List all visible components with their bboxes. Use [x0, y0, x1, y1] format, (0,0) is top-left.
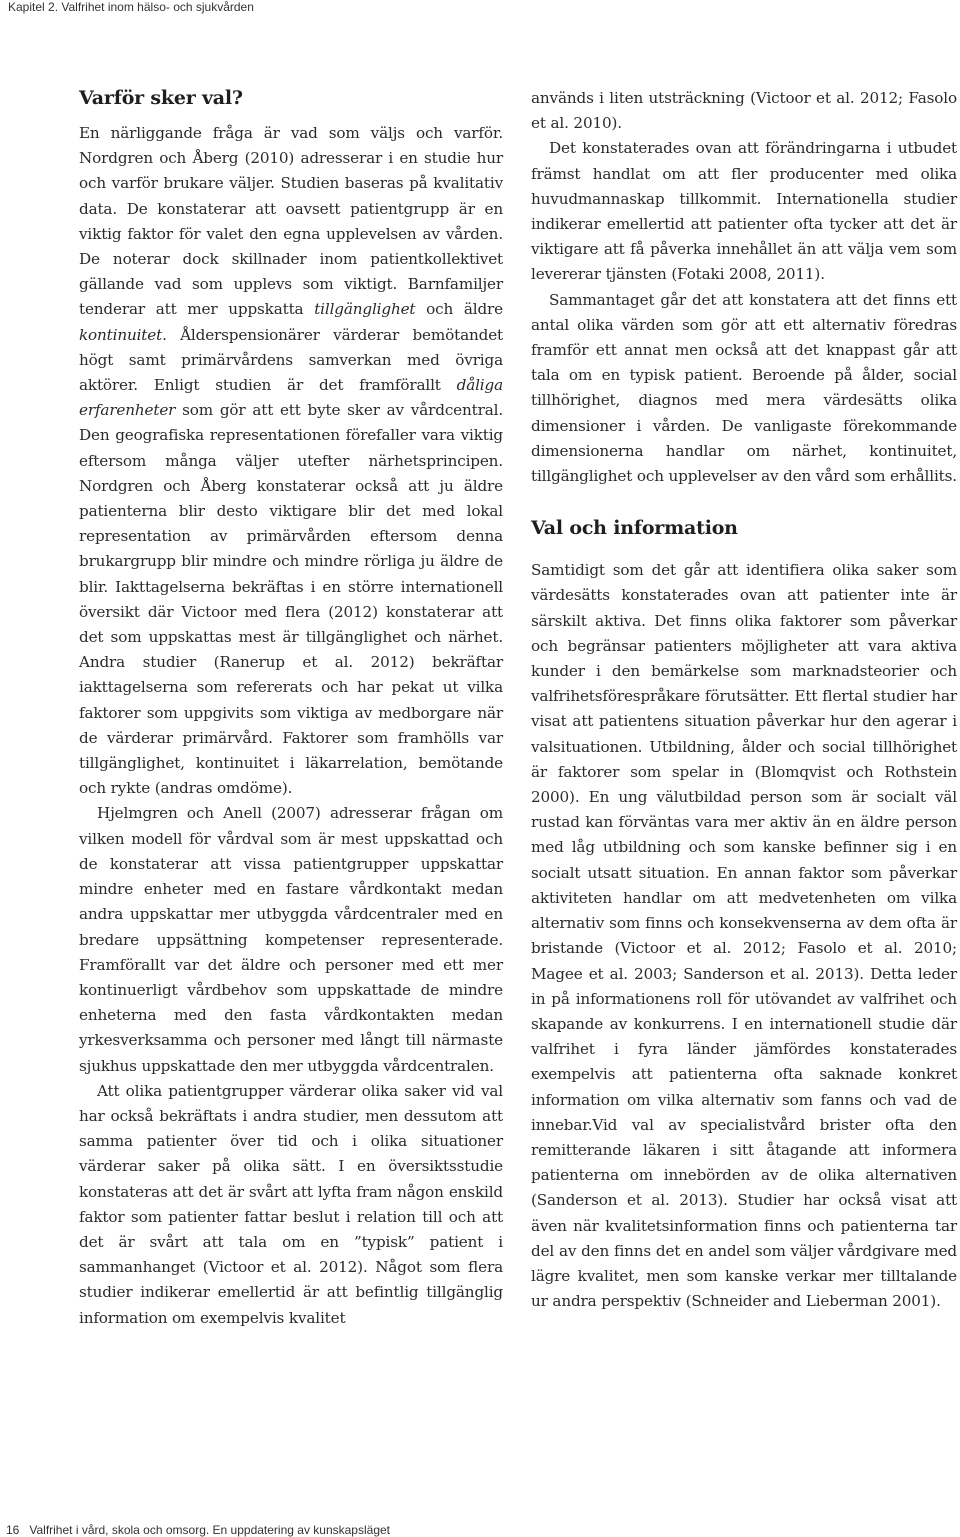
right-column [531, 86, 957, 1314]
left-column [79, 86, 503, 1331]
section-heading-varfor-sker-val: Varför sker val? [79, 87, 243, 109]
paragraph: används i liten utsträckning (Victoor et al. 2012; Fasolo et al. 2010). [531, 89, 957, 133]
section-heading-val-och-information: Val och information [531, 517, 738, 540]
paragraph: Att olika patientgrupper värderar olika saker vid val har också bekräftats i andra studier, men dessutom att samma patienter över tid och i olika situationer värderar saker på olika sätt. I en översiktsstudie konstateras att det är svårt att lyfta fram någon enskild faktor som patienter fattar beslut i relation till och att det är svårt att tala om en ”typisk” patient i sammanhanget (Victoor et al. 2012). Något som flera studier indikerar emellertid är att befintlig tillgänglig information om exempelvis kvalitet [79, 1081, 503, 1327]
emphasis-daliga-erfarenheter: dåliga erfarenheter [79, 376, 503, 420]
page-number: 16 [6, 1523, 20, 1537]
running-header: Kapitel 2. Valfrihet inom hälso- och sjukvården [8, 0, 254, 14]
paragraph: En närliggande fråga är vad som väljs och varför. Nordgren och Åberg (2010) adresserar i en studie hur och varför brukare väljer. Studien baseras på kvalitativ data. De konstaterar att oavsett patientgrupp är en viktig faktor för valet den egna upplevelsen av vården. De noterar dock skillnader inom patientkollektivet gällande vad som upplevs som viktigt. Barnfamiljer tenderar att mer uppskatta tillgänglighet och äldre kontinuitet. Ålderspensionärer värderar bemötandet högt samt primärvårdens samverkan med övriga aktörer. Enligt studien är det framförallt dåliga erfarenheter som gör att ett byte sker av vårdcentral. Den geografiska representationen förefaller vara viktig eftersom många väljer utefter närhetsprincipen. Nordgren och Åberg konstaterar också att ju äldre patienterna blir desto viktigare blir det med lokal representation av primärvården eftersom denna brukargrupp blir mindre och mindre rörliga ju äldre de blir. Iakttagelserna bekräftas i en större internationell översikt där Victoor med flera (2012) konstaterar att det som uppskattas mest är tillgänglighet och närhet. Andra studier (Ranerup et al. 2012) bekräftar iakttagelserna som refererats och har pekat ut vilka faktorer som uppgivits som viktiga av medborgare när de värderar primärvård. Faktorer som framhölls var tillgänglighet, kontinuitet i läkarrelation, bemötande och rykte (andras omdöme). [79, 124, 504, 798]
page-footer [6, 1523, 390, 1537]
paragraph: Samtidigt som det går att identifiera olika saker som värdesätts konstaterades ovan att patienter inte är särskilt aktiva. Det finns olika faktorer som påverkar och begränsar patienters möjligheter att vara aktiva kunder i den bemärkelse som marknadsteorier och valfrihetsförespråkare förutsätter. Ett flertal studier har visat att patientens situation påverkar hur den agerar i valsituationen. Utbildning, ålder och social tillhörighet är faktorer som spelar in (Blomqvist och Rothstein 2000). En ung välutbildad person som är socialt väl rustad kan förväntas vara mer aktiv än en äldre person med låg utbildning och som kanske befinner sig i en socialt utsatt situation. En annan faktor som påverkar aktiviteten handlar om att medvetenheten om vilka alternativ som finns och konsekvenserna av dem ofta är bristande (Victoor et al. 2012; Fasolo et al. 2010; Magee et al. 2003; Sanderson et al. 2013). Detta leder in på informationens roll för utövandet av valfrihet och skapande av konkurrens. I en internationell studie där valfrihet i fyra länder jämfördes konstaterades exempelvis att patienterna ofta saknade konkret information om vilka alternativ som fanns och vad de innebar.Vid val av specialistvård brister ofta den remitterande läkaren i sitt åtagande att informera patienterna om innebörden av de olika alternativen (Sanderson et al. 2013). Studier har också visat att även när kvalitetsinformation finns och patienterna tar del av den finns det en andel som väljer vårdgivare med lägre kvalitet, men som kanske verkar mer tilltalande ur andra perspektiv (Schneider and Lieberman 2001). [531, 561, 957, 1311]
emphasis-tillganglighet: tillgänglighet [314, 300, 416, 319]
emphasis-kontinuitet: kontinuitet [79, 325, 163, 344]
paragraph: Sammantaget går det att konstatera att det finns ett antal olika värden som gör att ett alternativ föredras framför ett annat men också att det knappast går att tala om en typisk patient. Beroende på ålder, social tillhörighet, diagnos med mera värdesätts olika dimensioner i vården. De vanligaste förekommande dimensionerna handlar om närhet, kontinuitet, tillgänglighet och upplevelser av den vård som erhållits. [531, 290, 957, 486]
paragraph: Hjelmgren och Anell (2007) adresserar frågan om vilken modell för vårdval som är mest uppskattad och de konstaterar att vissa patientgrupper uppskattar mindre enheter med en fastare vårdkontakt medan andra uppskattar mer utbyggda vårdcentraler med en bredare uppsättning kompetenser representerade. Framförallt var det äldre och personer med ett mer kontinuerligt vårdbehov som uppskattade de mindre enheterna med den fasta vårdkontakten medan yrkesverksamma och personer med långt till närmaste sjukhus uppskattade den mer utbyggda vårdcentralen. [79, 804, 503, 1075]
paragraph: Det konstaterades ovan att förändringarna i utbudet främst handlat om att fler producenter med olika huvudmannaskap tillkommit. Internationella studier indikerar emellertid att patienter ofta tycker att det är viktigare att få påverka innehållet än att välja vem som levererar tjänsten (Fotaki 2008, 2011). [531, 139, 957, 284]
footer-title: Valfrihet i vård, skola och omsorg. En uppdatering av kunskapsläget [29, 1523, 391, 1537]
